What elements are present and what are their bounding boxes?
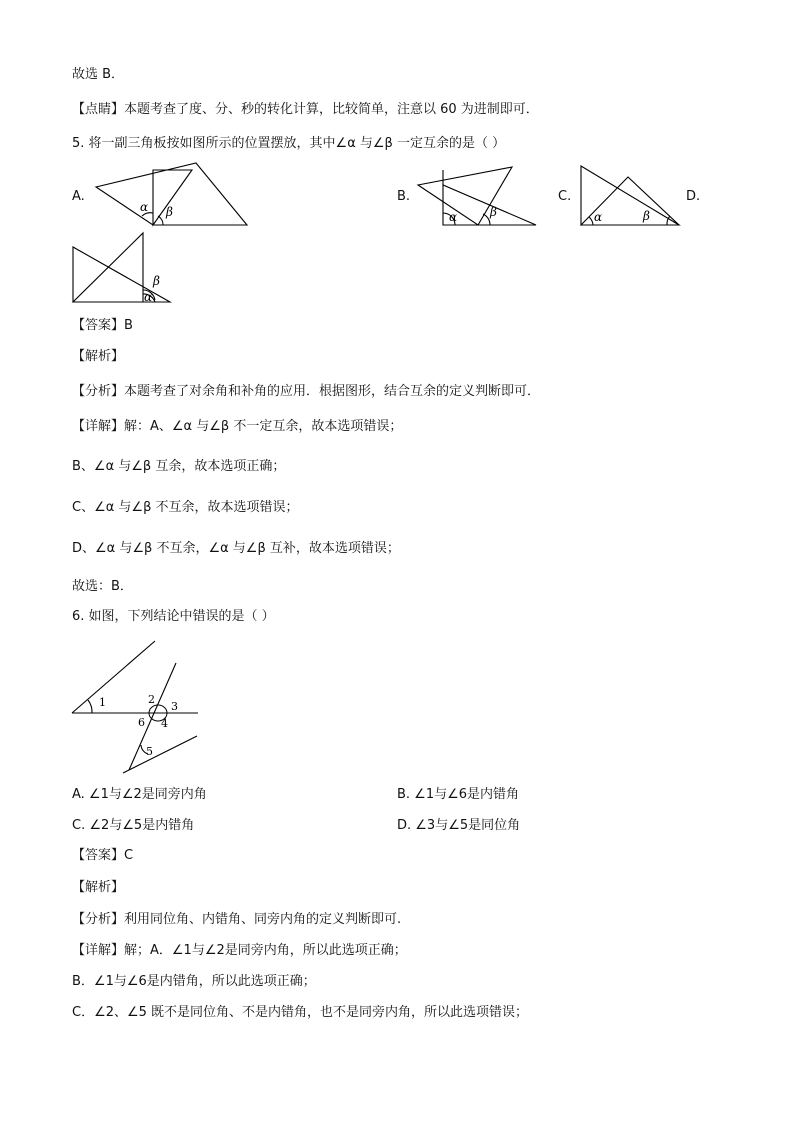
- q6-angle-label-4: 4: [161, 717, 168, 730]
- figure-d-alpha-label: α: [144, 290, 153, 304]
- q5-option-c-label: C.: [558, 189, 572, 204]
- figure-c-beta-label: β: [643, 209, 650, 223]
- q5-conclusion: 故选：B．: [72, 579, 133, 594]
- q5-analysis: 【分析】本题考查了对余角和补角的应用．根据图形，结合互余的定义判断即可．: [72, 384, 541, 399]
- q6-angle-label-2: 2: [148, 693, 155, 706]
- q6-detail-b: B．∠1与∠6是内错角，所以此选项正确；: [72, 974, 316, 989]
- q6-lower-line: [123, 736, 197, 773]
- figure-a-beta-label: β: [166, 205, 173, 219]
- q6-analysis: 【分析】利用同位角、内错角、同旁内角的定义判断即可.: [72, 912, 402, 927]
- prev-conclusion: 故选 B．: [72, 67, 125, 82]
- q5-option-d-label: D.: [686, 189, 701, 204]
- q6-detail-a: 【详解】解；A．∠1与∠2是同旁内角，所以此选项正确；: [72, 943, 407, 958]
- q5-answer: 【答案】B: [72, 318, 133, 333]
- q6-angle-label-5: 5: [146, 745, 153, 758]
- q6-angle-label-6: 6: [138, 716, 145, 729]
- q5-detail-c: C、∠α 与∠β 不互余，故本选项错误；: [72, 500, 299, 515]
- q5-detail-d: D、∠α 与∠β 不互余，∠α 与∠β 互补，故本选项错误；: [72, 541, 400, 556]
- q6-option-a: A. ∠1与∠2是同旁内角: [72, 787, 207, 802]
- q6-option-c: C. ∠2与∠5是内错角: [72, 818, 195, 833]
- q5-detail-a: 【详解】解：A、∠α 与∠β 不一定互余，故本选项错误；: [72, 419, 403, 434]
- q6-option-d: D. ∠3与∠5是同位角: [397, 818, 521, 833]
- q5-option-b-label: B.: [397, 189, 411, 204]
- q5-stem: 5. 将一副三角板按如图所示的位置摆放，其中∠α 与∠β 一定互余的是（ ）: [72, 136, 506, 151]
- figure-b-alpha-label: α: [449, 210, 458, 224]
- figure-d-beta-label: β: [153, 274, 160, 288]
- figure-c-alpha-label: α: [594, 210, 603, 224]
- q6-angle-1-arc: [88, 700, 92, 713]
- q6-detail-c: C．∠2、∠5 既不是同位角、不是内错角，也不是同旁内角，所以此选项错误；: [72, 1005, 529, 1020]
- q6-option-b: B. ∠1与∠6是内错角: [397, 787, 520, 802]
- q5-detail-b: B、∠α 与∠β 互余，故本选项正确；: [72, 459, 286, 474]
- q5-analysis-title: 【解析】: [72, 349, 125, 364]
- q5-option-a-label: A.: [72, 189, 85, 204]
- prev-comment: 【点睛】本题考查了度、分、秒的转化计算，比较简单，注意以 60 为进制即可．: [72, 102, 539, 117]
- q6-angle-label-3: 3: [171, 700, 178, 713]
- q6-stem: 6. 如图，下列结论中错误的是（ ）: [72, 609, 275, 624]
- q6-analysis-title: 【解析】: [72, 880, 125, 895]
- q6-answer: 【答案】C: [72, 848, 134, 863]
- figure-a-alpha-label: α: [140, 200, 149, 214]
- q6-upper-ray: [72, 641, 155, 713]
- q6-angle-label-1: 1: [99, 696, 106, 709]
- figure-b-beta-label: β: [490, 205, 497, 219]
